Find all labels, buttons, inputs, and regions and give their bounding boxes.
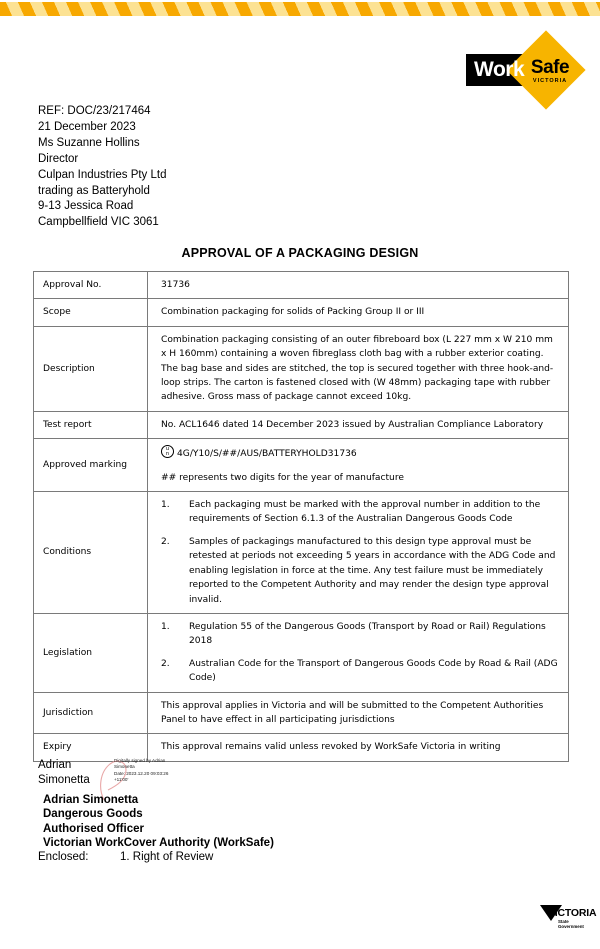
approval-details-table: [33, 271, 569, 762]
address-line-street: 9-13 Jessica Road: [38, 200, 134, 213]
row-value-conditions: [148, 492, 569, 614]
un-packaging-symbol-icon: [161, 445, 174, 458]
enclosed-row: [38, 850, 213, 864]
victoria-logo-subtitle: [558, 919, 584, 929]
row-value-legislation: [148, 613, 569, 692]
signature-meta-line-1: Digitally signed by Adrian: [114, 758, 166, 763]
row-value-approval-no: 31736: [148, 272, 569, 299]
approved-marking-note: ## represents two digits for the year of manufacture: [161, 472, 404, 483]
approved-marking-code: 4G/Y10/S/##/AUS/BATTERYHOLD31736: [177, 449, 357, 460]
signature-meta-line-3: Date: 2023.12.20 09:03:26: [114, 770, 169, 776]
address-line-suburb: Campbellfield VIC 3061: [38, 216, 159, 229]
worksafe-logo: [466, 42, 584, 98]
signatory-block: [43, 793, 274, 850]
digital-signature-stamp-name: [38, 758, 108, 788]
row-label-legislation: Legislation: [34, 613, 148, 692]
signature-meta-line-4: +11'00': [114, 777, 129, 783]
row-label-approval-no: Approval No.: [34, 272, 148, 299]
table-row: [34, 439, 569, 492]
enclosed-label: Enclosed:: [38, 851, 89, 863]
un-symbol-top-letter: u: [165, 446, 170, 453]
table-row: [34, 326, 569, 411]
page-title: APPROVAL OF A PACKAGING DESIGN: [181, 246, 419, 260]
row-value-approved-marking: [148, 439, 569, 492]
enclosed-value: 1. Right of Review: [120, 851, 214, 863]
row-label-conditions: Conditions: [34, 492, 148, 614]
digital-signature-metadata: [114, 758, 202, 784]
worksafe-logo-work-text: Work: [474, 58, 525, 81]
address-line-date: 21 December 2023: [38, 120, 136, 133]
stamp-name-line-2: Simonetta: [38, 774, 90, 786]
signature-meta-line-2: Simonetta: [114, 764, 135, 770]
row-value-description: Combination packaging consisting of an outer fibreboard box (L 227 mm x W 210 mm x H 160mm) containing a woven fibreglass cloth bag with a rubber exterior coating. The bag base and sides are stitched, the top is secured together with three hook-and-loop strips. The carton is fastened closed with (W 48mm) packaging tape with rubber adhesive. Gross mass of package cannot exceed 10kg.: [148, 326, 569, 411]
address-line-trading-name: trading as Batteryhold: [38, 184, 150, 197]
list-item: Regulation 55 of the Dangerous Goods (Transport by Road or Rail) Regulations 2018: [189, 621, 546, 647]
worksafe-logo-victoria-text: VICTORIA: [532, 78, 568, 84]
row-label-approved-marking: Approved marking: [34, 439, 148, 492]
address-block: [38, 104, 167, 231]
signatory-name: Adrian Simonetta: [43, 794, 139, 806]
table-row: [34, 272, 569, 299]
signatory-department: Dangerous Goods: [43, 808, 143, 821]
list-item: Samples of packagings manufactured to this design type approval must be retested at periods not exceeding 5 years in accordance with the ADG Code and enabling legislation in force at the time. Any test failure must be immediately reported to the Competent Authority and may render the design type approval invalid.: [189, 536, 556, 605]
address-line-recipient: Ms Suzanne Hollins: [38, 136, 140, 149]
worksafe-logo-safe-text: Safe: [530, 57, 570, 78]
list-item: Australian Code for the Transport of Dangerous Goods Code by Road & Rail (ADG Code): [189, 658, 558, 684]
table-row: [34, 411, 569, 438]
approved-marking-code-line: [161, 445, 558, 461]
signatory-authority: Victorian WorkCover Authority (WorkSafe): [43, 836, 274, 849]
victoria-logo-subtitle-line-2: Government: [558, 924, 584, 929]
table-row: [34, 299, 569, 326]
table-row: [34, 492, 569, 614]
row-value-expiry: This approval remains valid unless revoked by WorkSafe Victoria in writing: [148, 734, 569, 761]
row-label-scope: Scope: [34, 299, 148, 326]
row-label-description: Description: [34, 326, 148, 411]
address-line-role: Director: [38, 152, 79, 165]
row-value-test-report: No. ACL1646 dated 14 December 2023 issued by Australian Compliance Laboratory: [148, 411, 569, 438]
signatory-role: Authorised Officer: [43, 822, 144, 835]
conditions-list: [161, 498, 558, 607]
row-value-scope: Combination packaging for solids of Packing Group II or III: [148, 299, 569, 326]
row-label-jurisdiction: Jurisdiction: [34, 692, 148, 734]
table-row: [34, 613, 569, 692]
row-label-test-report: Test report: [34, 411, 148, 438]
legislation-list: [161, 620, 558, 686]
signature-area: [38, 758, 458, 863]
victoria-logo-subtitle-line-1: State: [558, 919, 569, 924]
victoria-state-government-logo: [540, 903, 597, 939]
row-label-expiry: Expiry: [34, 734, 148, 761]
victoria-logo-wordmark: VICTORIA: [548, 907, 597, 919]
list-item: Each packaging must be marked with the approval number in addition to the requirements of Section 6.1.3 of the Australian Dangerous Goods Code: [189, 500, 541, 525]
stamp-name-line-1: Adrian: [38, 759, 72, 771]
row-value-jurisdiction: This approval applies in Victoria and will be submitted to the Competent Authorities Panel to have effect in all participating jurisdictions: [148, 692, 569, 734]
address-line-ref: REF: DOC/23/217464: [38, 105, 151, 117]
address-line-company: Culpan Industries Pty Ltd: [38, 168, 167, 181]
header-stripe-band: [0, 2, 600, 16]
table-row: [34, 692, 569, 734]
un-symbol-bottom-letter: n: [165, 451, 170, 458]
